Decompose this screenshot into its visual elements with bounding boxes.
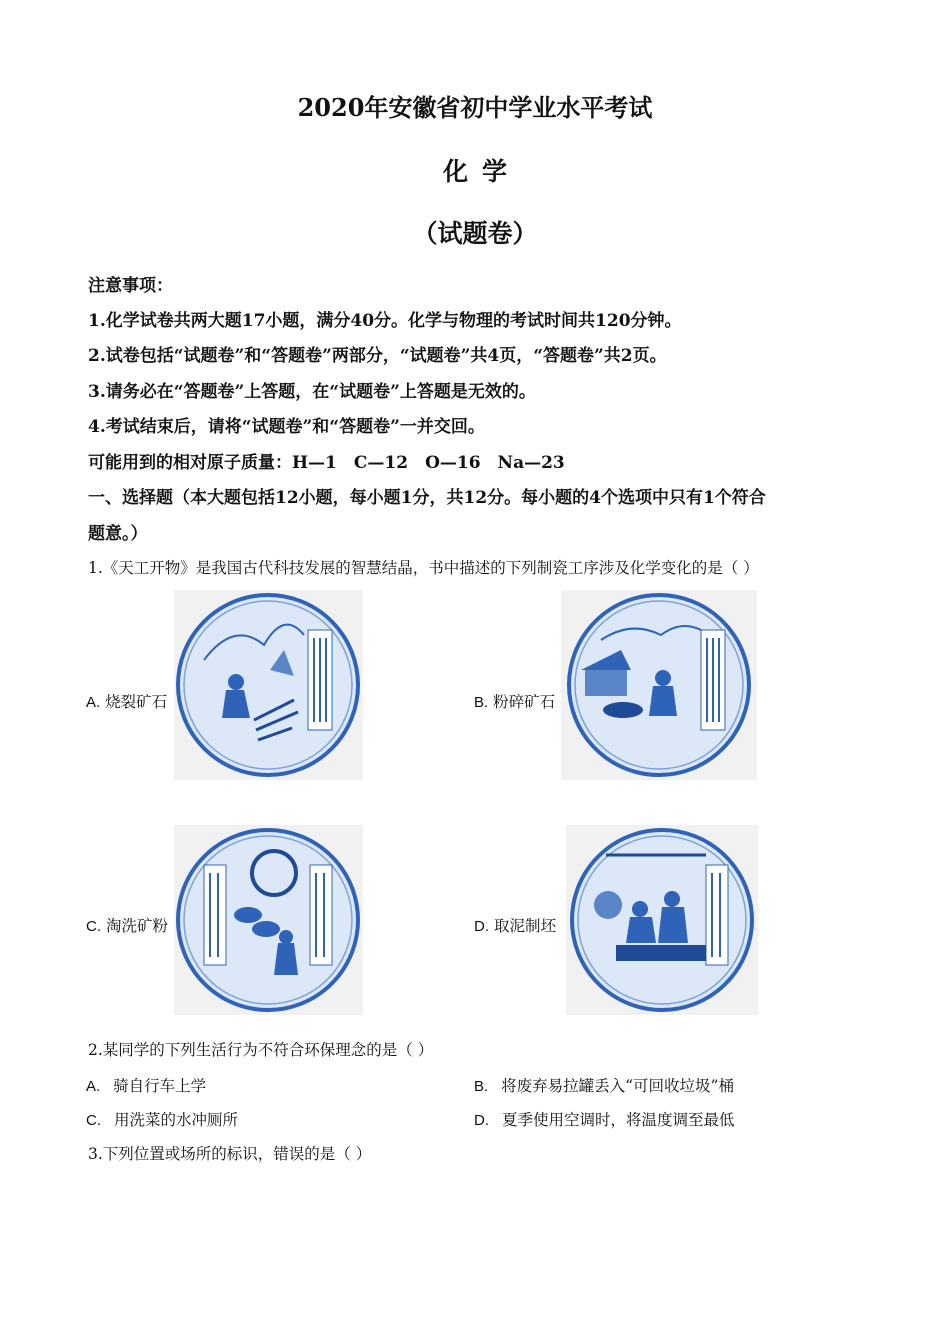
note-item: 3.请务必在“答题卷”上答题，在“试题卷”上答题是无效的。: [88, 382, 536, 402]
paper-type: （试题卷）: [412, 219, 538, 248]
q2-option-d[interactable]: [474, 1108, 734, 1130]
q1-option-d[interactable]: [474, 914, 556, 936]
section-heading-cont: 题意。）: [88, 524, 148, 544]
q2-option-b[interactable]: [474, 1074, 734, 1096]
option-text: 烧裂矿石: [105, 693, 168, 711]
q2-option-c[interactable]: [86, 1108, 238, 1130]
section-heading: 一、选择题（本大题包括12小题，每小题1分，共12分。每小题的4个选项中只有1个符合: [88, 488, 766, 508]
option-text: 用洗菜的水冲厕所: [113, 1111, 238, 1129]
q1-option-a-image: [174, 590, 363, 780]
q1-option-c-image: [174, 825, 363, 1015]
q2-option-a[interactable]: [86, 1074, 206, 1096]
option-text: 淘洗矿粉: [105, 917, 168, 935]
subject-title: 化学: [442, 157, 521, 186]
option-letter: A.: [86, 694, 101, 711]
q1-option-b-image: [561, 590, 757, 780]
q1-option-a[interactable]: [86, 690, 167, 712]
option-letter: A.: [86, 1078, 101, 1095]
q1-option-d-image: [566, 825, 758, 1015]
exam-title: 2020年安徽省初中学业水平考试: [297, 93, 653, 122]
atomic-mass-line: 可能用到的相对原子质量：H—1 C—12 O—16 Na—23: [88, 453, 565, 473]
q1-option-c[interactable]: [86, 914, 168, 936]
option-letter: B.: [474, 694, 489, 711]
question-3-stem: 3.下列位置或场所的标识，错误的是（ ）: [88, 1145, 372, 1163]
option-letter: D.: [474, 918, 489, 935]
q1-option-b[interactable]: [474, 690, 555, 712]
option-text: 取泥制坯: [493, 917, 556, 935]
option-letter: C.: [86, 1112, 101, 1129]
notes-heading: 注意事项：: [88, 276, 173, 296]
note-item: 1.化学试卷共两大题17小题，满分40分。化学与物理的考试时间共120分钟。: [88, 311, 682, 331]
option-text: 夏季使用空调时，将温度调至最低: [501, 1111, 735, 1129]
note-item: 4.考试结束后，请将“试题卷”和“答题卷”一并交回。: [88, 417, 485, 437]
note-item: 2.试卷包括“试题卷”和“答题卷”两部分，“试题卷”共4页，“答题卷”共2页。: [88, 346, 667, 366]
option-letter: C.: [86, 918, 101, 935]
option-text: 骑自行车上学: [113, 1077, 207, 1095]
option-text: 粉碎矿石: [493, 693, 556, 711]
option-letter: B.: [474, 1078, 489, 1095]
option-letter: D.: [474, 1112, 489, 1129]
question-2-stem: 2.某同学的下列生活行为不符合环保理念的是（ ）: [88, 1041, 434, 1059]
question-1-stem: 1.《天工开物》是我国古代科技发展的智慧结晶，书中描述的下列制瓷工序涉及化学变化的是（ ）: [88, 559, 759, 577]
option-text: 将废弃易拉罐丢入“可回收垃圾”桶: [501, 1077, 734, 1095]
